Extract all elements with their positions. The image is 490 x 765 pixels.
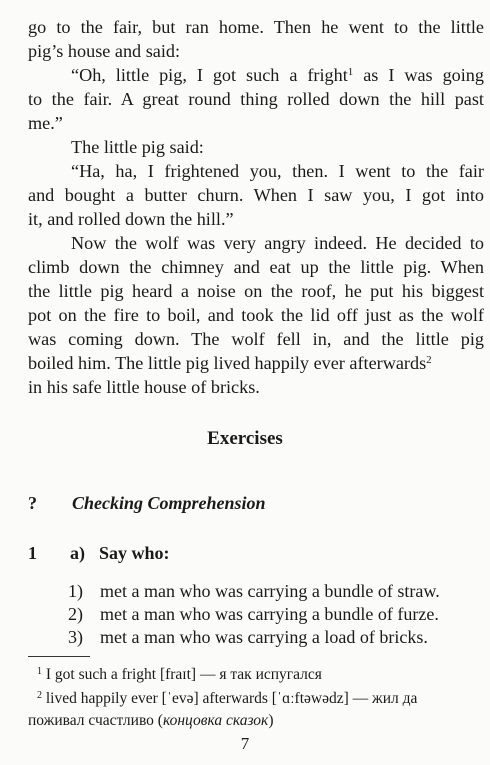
story-line: pig’s house and said:	[28, 41, 181, 61]
exercise-instruction: Say who:	[99, 543, 170, 563]
list-item-text: met a man who was carrying a bundle of straw.	[100, 581, 440, 601]
footnote-text: lived happily ever [ˈevə] afterwards [ˈɑːftəwədz] — жил да	[45, 690, 418, 707]
story-line: in his safe little house of bricks.	[28, 377, 260, 397]
list-item-number: 1)	[68, 581, 83, 601]
list-item-number: 3)	[68, 627, 83, 647]
exercise-sub-label: a)	[70, 543, 85, 563]
page-number: 7	[240, 734, 250, 753]
story-line: The little pig said:	[71, 137, 204, 157]
footnote-text: поживал счастливо (	[28, 712, 163, 729]
list-item	[68, 602, 439, 626]
story-line: was coming down. The wolf fell in, and the little pig	[28, 329, 484, 349]
story-line: pot on the fire to boil, and took the lid off just as the wolf	[28, 305, 484, 325]
story-line: Now the wolf was very angry indeed. He decided to	[71, 233, 484, 253]
story-line-part: boiled him. The little pig lived happily ever afterwards	[28, 353, 427, 373]
footnote-continuation	[28, 710, 273, 732]
list-item	[68, 625, 428, 649]
story-line: and bought a butter churn. When I saw you, I got into	[28, 185, 484, 205]
footnote	[37, 688, 417, 710]
footnote-mark: 1	[37, 666, 42, 677]
story-line: go to the fair, but ran home. Then he went to the little	[28, 17, 484, 37]
story-line: climb down the chimney and eat up the little pig. When	[28, 257, 484, 277]
list-item-text: met a man who was carrying a bundle of furze.	[100, 604, 439, 624]
footnote-ref: 2	[426, 354, 432, 366]
footnote	[37, 664, 322, 686]
exercise-number: 1	[28, 543, 37, 563]
story-line	[71, 63, 484, 87]
footnote-divider	[28, 656, 90, 657]
story-line	[28, 351, 484, 375]
footnote-mark: 2	[37, 690, 42, 701]
exercises-heading: Exercises	[207, 428, 283, 449]
footnote-ref: 1	[347, 66, 354, 78]
footnote-italic-text: концовка сказок	[162, 712, 269, 729]
footnote-text: I got such a fright [fraɪt] — я так испугался	[45, 666, 322, 683]
story-line-part: “Oh, little pig, I got such a fright	[71, 65, 348, 85]
story-line: me.”	[28, 113, 63, 133]
story-line-part: as I was going	[363, 65, 484, 85]
list-item-number: 2)	[68, 604, 83, 624]
story-line: “Ha, ha, I frightened you, then. I went to the fair	[71, 161, 484, 181]
section-title: Checking Comprehension	[72, 493, 266, 513]
list-item	[68, 579, 440, 603]
story-line: to the fair. A great round thing rolled down the hill past	[28, 89, 484, 109]
story-line: the little pig heard a noise on the roof, he put his biggest	[28, 281, 484, 301]
list-item-text: met a man who was carrying a load of bricks.	[100, 627, 428, 647]
story-line: it, and rolled down the hill.”	[28, 209, 234, 229]
footnote-text: )	[268, 712, 274, 729]
question-mark-icon: ?	[28, 493, 37, 513]
